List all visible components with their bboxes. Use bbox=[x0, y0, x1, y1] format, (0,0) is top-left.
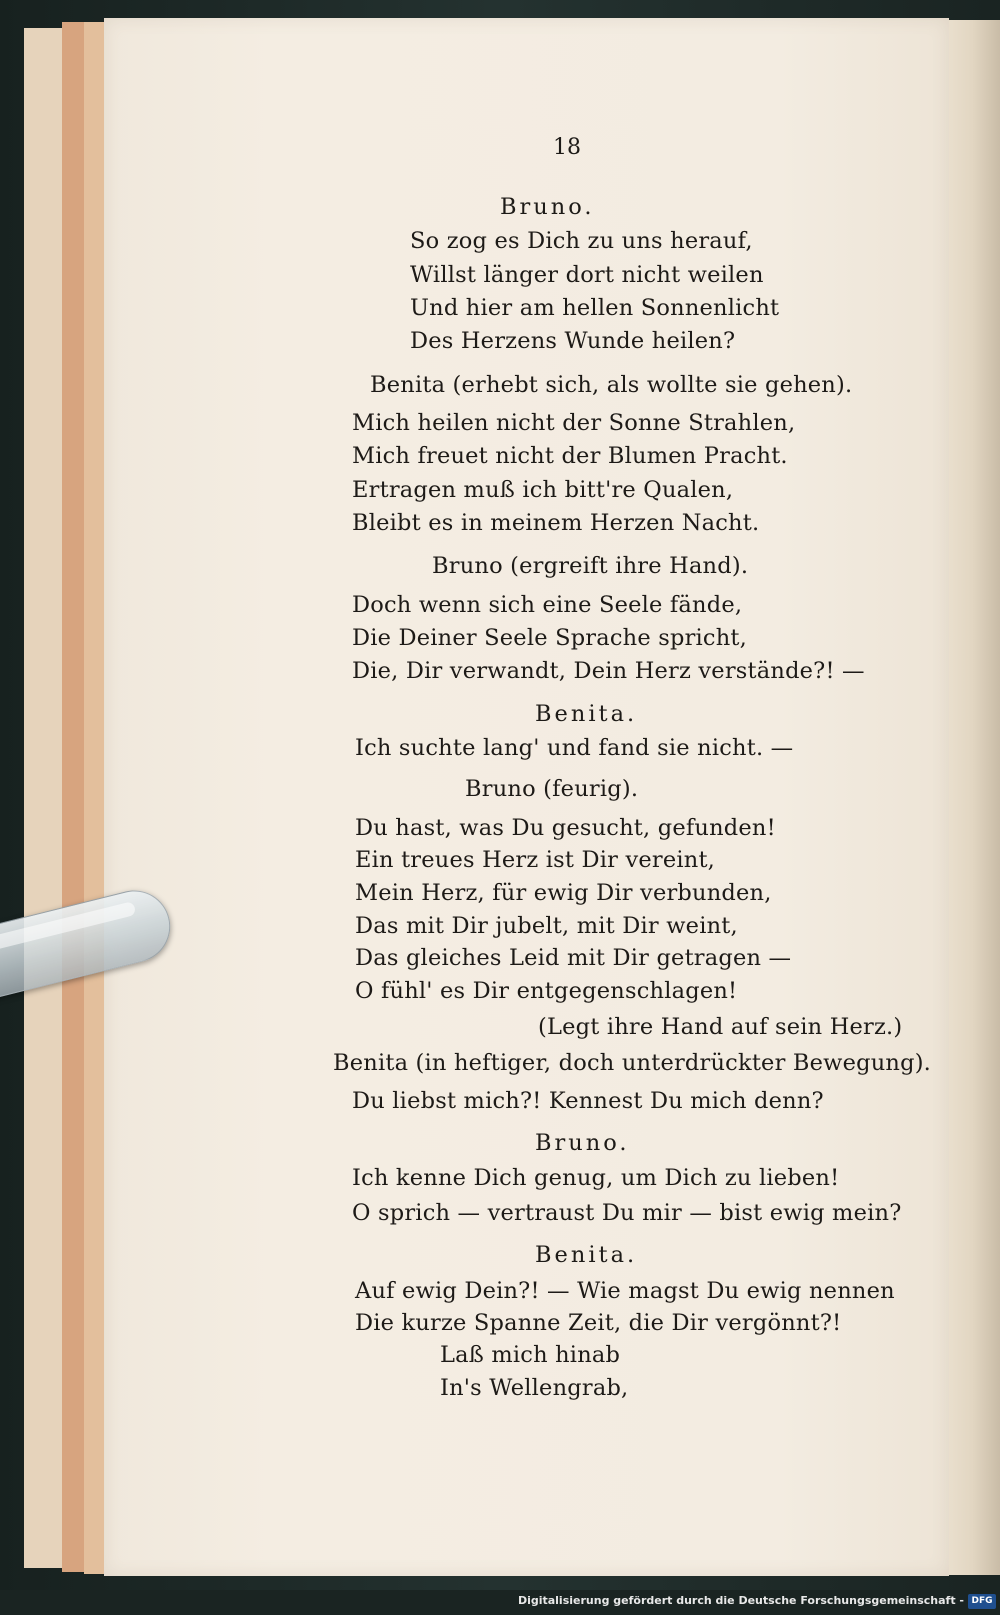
dfg-logo: DFG bbox=[968, 1594, 996, 1609]
stage-direction-line: Bruno (ergreift ihre Hand). bbox=[432, 553, 749, 579]
verse-line: So zog es Dich zu uns herauf, bbox=[410, 228, 753, 254]
verse-line: Mich freuet nicht der Blumen Pracht. bbox=[352, 443, 788, 469]
verse-line: Die, Dir verwandt, Dein Herz verstände?! — bbox=[352, 658, 865, 684]
verse-line: Des Herzens Wunde heilen? bbox=[410, 328, 736, 354]
verse-line: Mein Herz, für ewig Dir verbunden, bbox=[355, 880, 772, 906]
stage-direction-line: Benita (in heftiger, doch unterdrückter Bewegung). bbox=[333, 1050, 932, 1076]
page-number: 18 bbox=[553, 135, 581, 160]
verse-line: Willst länger dort nicht weilen bbox=[410, 262, 764, 288]
verse-line: Laß mich hinab bbox=[440, 1342, 621, 1368]
verse-line: Mich heilen nicht der Sonne Strahlen, bbox=[352, 410, 796, 436]
stage-direction-line: (Legt ihre Hand auf sein Herz.) bbox=[538, 1014, 903, 1040]
verse-line: Benita. bbox=[535, 1242, 638, 1268]
verse-line: Ein treues Herz ist Dir vereint, bbox=[355, 847, 716, 873]
verse-line: Bruno. bbox=[535, 1130, 630, 1156]
funding-credit: Digitalisierung gefördert durch die Deutsche Forschungsgemeinschaft - bbox=[517, 1594, 964, 1607]
book-spine-edge-inner bbox=[84, 22, 106, 1574]
stage-direction-line: Benita (erhebt sich, als wollte sie gehen). bbox=[370, 372, 853, 398]
verse-line: Und hier am hellen Sonnenlicht bbox=[410, 295, 780, 321]
verse-line: Doch wenn sich eine Seele fände, bbox=[352, 592, 743, 618]
verse-line: Ich kenne Dich genug, um Dich zu lieben! bbox=[352, 1165, 840, 1191]
verse-line: Das mit Dir jubelt, mit Dir weint, bbox=[355, 913, 738, 939]
verse-line: Die Deiner Seele Sprache spricht, bbox=[352, 625, 748, 651]
verse-line: Bruno. bbox=[500, 194, 595, 220]
verse-line: Das gleiches Leid mit Dir getragen — bbox=[355, 945, 792, 971]
verse-line: Benita. bbox=[535, 701, 638, 727]
verse-line: Die kurze Spanne Zeit, die Dir vergönnt?! bbox=[355, 1310, 842, 1336]
verse-line: Du hast, was Du gesucht, gefunden! bbox=[355, 815, 776, 841]
verse-line: O fühl' es Dir entgegenschlagen! bbox=[355, 978, 738, 1004]
verse-line: Auf ewig Dein?! — Wie magst Du ewig nennen bbox=[355, 1278, 895, 1304]
verse-line: In's Wellengrab, bbox=[440, 1375, 629, 1401]
verse-line: Du liebst mich?! Kennest Du mich denn? bbox=[352, 1088, 824, 1114]
verse-line: O sprich — vertraust Du mir — bist ewig mein? bbox=[352, 1200, 902, 1226]
verse-line: Ich suchte lang' und fand sie nicht. — bbox=[355, 735, 794, 761]
stage-direction-line: Bruno (feurig). bbox=[465, 776, 639, 802]
verse-line: Bleibt es in meinem Herzen Nacht. bbox=[352, 510, 760, 536]
verse-line: Ertragen muß ich bitt're Qualen, bbox=[352, 477, 734, 503]
